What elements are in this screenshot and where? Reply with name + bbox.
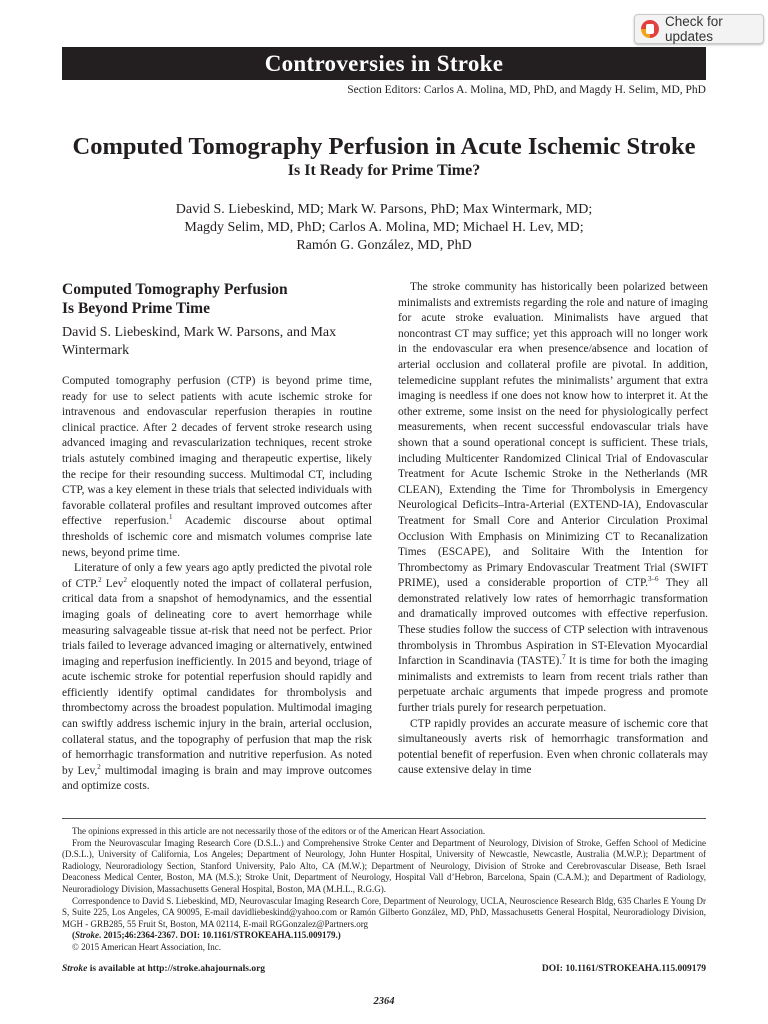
body-paragraph: CTP rapidly provides an accurate measure of ischemic core that simultaneously averts risk of hemorrhagic transformation and potential benefit of reperfusion. Even when chronic collaterals may cause extensive delay in time <box>398 717 708 777</box>
section-authors: David S. Liebeskind, Mark W. Parsons, and Max Wintermark <box>62 325 337 358</box>
footnotes <box>62 826 706 954</box>
check-for-updates-button[interactable] <box>634 14 764 44</box>
footnote-disclaimer: The opinions expressed in this article are not necessarily those of the editors or of the American Heart Association. <box>72 826 486 836</box>
page-number: 2364 <box>373 996 395 1007</box>
reference-link[interactable]: 7 <box>562 653 566 662</box>
article-title: Computed Tomography Perfusion in Acute Ischemic Stroke <box>72 133 696 160</box>
reference-link[interactable]: 3–6 <box>647 575 659 584</box>
footnote-affiliations: From the Neurovascular Imaging Research Core (D.S.L.) and Comprehensive Stroke Center and Department of Neurology, Division of Stroke, Geffen School of Medicine (D.S.L.), University of California, Los Angeles; Department of Neurology, John Hunter Hospital, University of Newcastle, Newcastle, Australia (M.W.P.); Department of Radiology, Neuroradiology Section, Stanford University, Palo Alto, CA (M.W.); Department of Neurology, Division of Stroke and Cerebrovascular Disease, Beth Israel Deaconess Medical Center, Boston, MA (M.S.); Stroke Unit, Department of Neurology, Hospital Vall d’Hebron, Barcelona, Spain (C.A.M.); and Department of Radiology, Neuroradiology Division, Massachusetts General Hospital, Boston, MA (M.H.L., R.G.G). <box>62 837 706 894</box>
section-editors: Section Editors: Carlos A. Molina, MD, PhD, and Magdy H. Selim, MD, PhD <box>347 84 706 96</box>
author-line: Magdy Selim, MD, PhD; Carlos A. Molina, MD; Michael H. Lev, MD; <box>184 220 584 235</box>
bookmark-update-icon <box>641 20 659 38</box>
footnote-copyright: © 2015 American Heart Association, Inc. <box>72 941 222 952</box>
author-list <box>62 201 706 255</box>
footnote-citation: (Stroke. 2015;46:2364-2367. DOI: 10.1161/STROKEAHA.115.009179.) <box>72 930 341 941</box>
body-paragraph: Computed tomography perfusion (CTP) is beyond prime time, ready for use to select patients with acute ischemic stroke for intravenous and endovascular reperfusion therapies in routine clinical practice. After 2 decades of fervent stroke research using advanced imaging and revascularization techniques, recent stroke trials astutely combined imaging and therapeutic expertise, likely the recipe for their resounding success. Multimodal CT, including CTP, was a key element in these trials that selected individuals with favorable collateral profiles and resultant improved outcomes after effective reperfusion.$^1$ Academic discourse about optimal thresholds of ischemic core and mismatch volumes comprise late news, beyond prime time. <box>62 375 372 559</box>
author-line: Ramón G. González, MD, PhD <box>296 238 472 253</box>
reference-link[interactable]: 2 <box>123 575 127 584</box>
footnote-divider <box>62 818 706 819</box>
footnote-correspondence: Correspondence to David S. Liebeskind, MD, Neurovascular Imaging Research Core, Department of Neurology, UCLA, Neuroscience Research Bldg, 635 Charles E Young Dr S, Suite 225, Los Angeles, CA 90095, E-mail davidliebeskind@yahoo.com or Ramón Gilberto González, MD, PhD, Massachusetts General Hospital, Neuroradiology Division, MGH - GRB285, 55 Fruit St, Boston, MA 02114, E-mail RGGonzalez@Partners.org <box>62 895 707 929</box>
article-subtitle: Is It Ready for Prime Time? <box>287 162 481 179</box>
reference-link[interactable]: 2 <box>98 575 102 584</box>
reference-link[interactable]: 2 <box>97 763 101 772</box>
left-column <box>62 280 372 795</box>
right-column <box>398 280 708 779</box>
author-line: David S. Liebeskind, MD; Mark W. Parsons, PhD; Max Wintermark, MD; <box>175 202 593 217</box>
journal-availability: Stroke is available at http://stroke.ahajournals.org <box>62 964 266 974</box>
body-paragraph: Literature of only a few years ago aptly predicted the pivotal role of CTP.$^2$ Lev$^2$ eloquently noted the impact of collateral perfusion, critical data from a snapshot of hemodynamics, and the essential imaging goals of delineating core to avert hemorrhage while measuring salvageable tissue at-risk that need not be perfect. Prior trials failed to leverage advanced imaging or alternatively, entwined imaging and reperfusion inefficiently. In 2015 and beyond, triage of acute ischemic stroke for potential reperfusion should rapidly and efficiently identify optimal candidates for thrombolysis and thrombectomy across the broadest population. Multimodal imaging can swiftly address ischemic injury in the brain, arterial occlusion, collateral status, and the topography of perfusion that map the risk of hemorrhagic transformation and nutritive reperfusion. As noted by Lev,$^2$ multimodal imaging is brain and may improve outcomes and optimize costs. <box>62 562 372 793</box>
section-heading: Computed Tomography Perfusion Is Beyond Prime Time <box>62 281 288 317</box>
section-banner: Controversies in Stroke <box>62 47 706 80</box>
check-for-updates-label: Check for updates <box>665 14 723 44</box>
reference-link[interactable]: 1 <box>169 513 173 522</box>
body-paragraph: The stroke community has historically been polarized between minimalists and extremists regarding the role and nature of imaging for acute stroke evaluation. Minimalists have argued that noncontrast CT may suffice; yet this approach will no longer work in the endovascular era when presence/absence and location of arterial occlusion and collateral profile are pivotal. In addition, telemedicine supplant refutes the minimalists’ argument that extra imaging is needless if one does not know how to interpret it. At the other extreme, some insist on the need for physiologically perfect measurements, when recent successful endovascular trials have shown that a sound operational concept is sufficient. These trials, including Multicenter Randomized Clinical Trial of Endovascular Treatment for Acute Ischemic Stroke in the Netherlands (MR CLEAN), Extending the Time for Thrombolysis in Emergency Neurological Deficits–Intra-Arterial (EXTEND-IA), Endovascular Treatment for Small Core and Anterior Circulation Proximal Occlusion With Emphasis on Minimizing CT to Recanalization Times (ESCAPE), and Solitaire With the Intention for Thrombectomy as Primary Endovascular Treatment Trial (SWIFT PRIME), used a considerable proportion of CTP.$^{3-6}$ They all demonstrated relatively low rates of hemorrhagic transformation and dramatically improved outcomes with effective reperfusion. These studies follow the success of CTP selection with intravenous thrombolysis in Thrombus Aspiration in ST-Elevation Myocardial Infarction in Scandinavia (TASTE).$^7$ It is time for both the imaging minimalists and extremists to learn from recent trials rather than perpetuate archaic arguments that impede progress and promote further trials purely for research perpetuation. <box>398 281 709 715</box>
footer-doi: DOI: 10.1161/STROKEAHA.115.009179 <box>541 964 706 974</box>
